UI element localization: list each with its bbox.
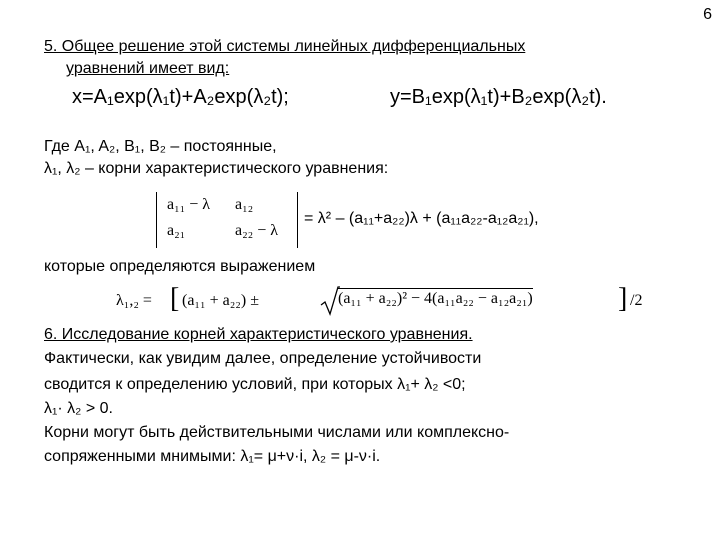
constants-description: Где A₁, A₂, B₁, B₂ – постоянные,: [44, 138, 277, 155]
det-m22: a₂₂ − λ: [235, 222, 279, 239]
right-bracket: ]: [618, 283, 628, 314]
section6-line4: Корни могут быть действительными числами или комплексно-: [44, 424, 510, 441]
roots-formula: [116, 283, 643, 318]
section6-line3: λ₁· λ₂ > 0.: [44, 400, 113, 417]
section5-heading-line1: 5. Общее решение этой системы линейных дифференциальных: [44, 38, 526, 55]
det-m12: a₁₂: [235, 196, 254, 213]
section6-line2: сводится к определению условий, при которых λ₁+ λ₂ <0;: [44, 376, 466, 393]
det-m11: a₁₁ − λ: [167, 196, 211, 213]
characteristic-polynomial: = λ² – (a₁₁+a₂₂)λ + (a₁₁a₂₂-a₁₂a₂₁),: [304, 210, 539, 227]
x-solution-formula: x=A₁exp(λ₁t)+A₂exp(λ₂t);: [72, 86, 289, 108]
section6-heading: 6. Исследование корней характеристического уравнения.: [44, 326, 473, 343]
section6-line5: сопряженными мнимыми: λ₁= μ+ν·i, λ₂ = μ-ν·i.: [44, 448, 381, 465]
roots-linear-term: (a₁₁ + a₂₂) ±: [182, 292, 259, 309]
characteristic-determinant: [156, 192, 298, 248]
section5-heading-line2: уравнений имеет вид:: [66, 60, 230, 77]
roots-description: λ₁, λ₂ – корни характеристического уравнения:: [44, 160, 389, 177]
roots-divisor: /2: [630, 292, 643, 309]
roots-lhs: λ₁,₂ =: [116, 292, 152, 309]
roots-divisor-value: 2: [634, 292, 643, 309]
y-solution-formula: y=B₁exp(λ₁t)+B₂exp(λ₂t).: [390, 86, 607, 108]
defined-by-text: которые определяются выражением: [44, 258, 316, 275]
roots-radicand: (a₁₁ + a₂₂)² − 4(a₁₁a₂₂ − a₁₂a₂₁): [338, 290, 533, 307]
det-m21: a₂₁: [167, 222, 186, 239]
page-number: 6: [703, 6, 712, 23]
sqrt-sign-icon: [320, 286, 340, 316]
section6-line1: Фактически, как увидим далее, определение устойчивости: [44, 350, 482, 367]
left-bracket: [: [170, 283, 180, 314]
